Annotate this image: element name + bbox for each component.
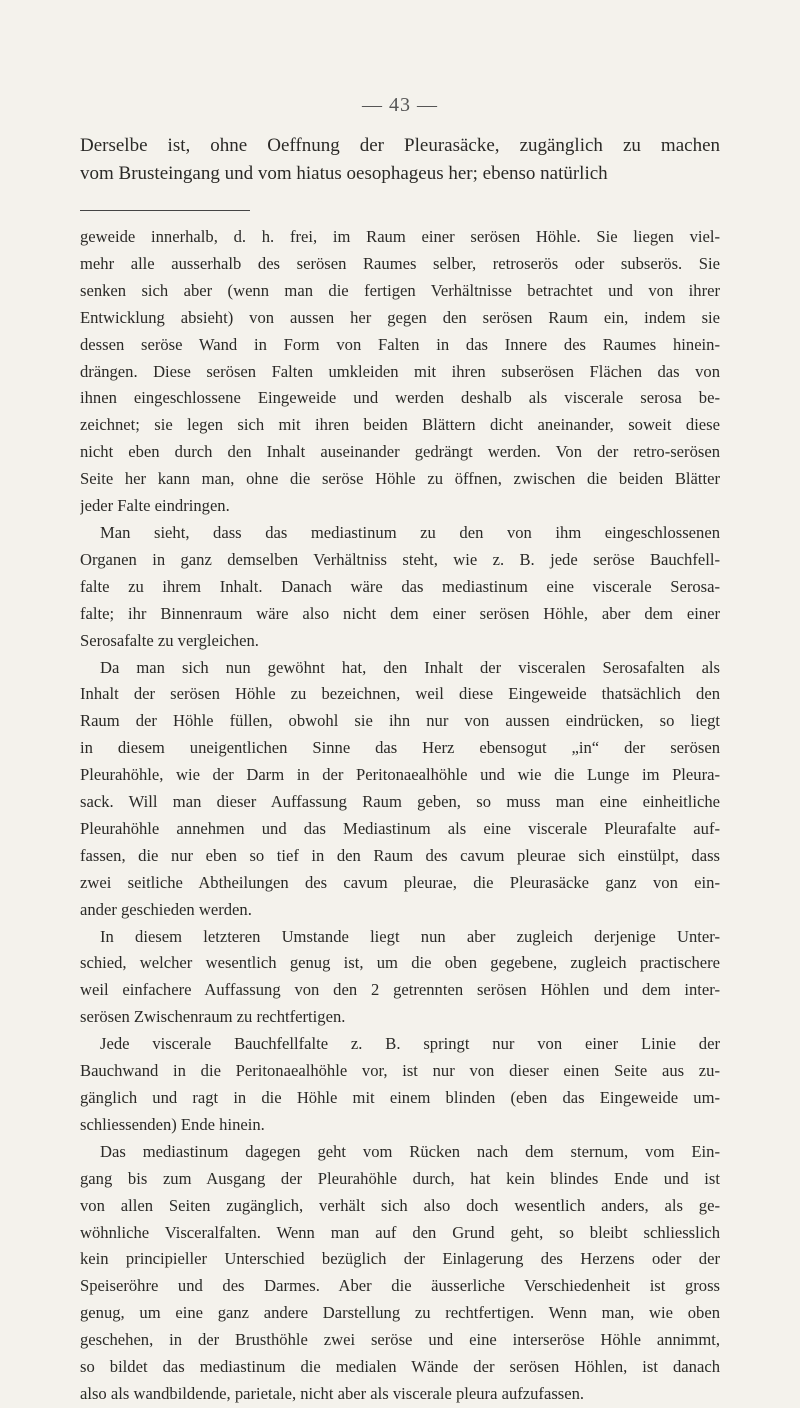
text-line: Inhalt der serösen Höhle zu bezeichnen, weil diese Eingeweide thatsächlich den bbox=[80, 684, 720, 704]
text-line: Organen in ganz demselben Verhältniss steht, wie z. B. jede seröse Bauchfell- bbox=[80, 549, 720, 569]
text-line: drängen. Diese serösen Falten umkleiden mit ihren subserösen Flächen das von bbox=[80, 361, 720, 381]
text-line: Raum der Höhle füllen, obwohl sie ihn nur von aussen eindrücken, so liegt bbox=[80, 711, 720, 731]
text-line: ander geschieden werden. bbox=[80, 899, 252, 919]
text-line: also als wandbildende, parietale, nicht aber als viscerale pleura aufzufassen. bbox=[80, 1383, 585, 1403]
text-line: falte; ihr Binnenraum wäre also nicht dem einer serösen Höhle, aber dem einer bbox=[80, 603, 720, 623]
text-line: Pleurahöhle, wie der Darm in der Peritonaealhöhle und wie die Lunge im Pleura- bbox=[80, 765, 720, 785]
page-number: — 43 — bbox=[362, 94, 438, 116]
text-line: serösen Zwischenraum zu rechtfertigen. bbox=[80, 1007, 346, 1027]
text-line: jeder Falte eindringen. bbox=[80, 496, 230, 516]
text-line: schliessenden) Ende hinein. bbox=[80, 1114, 265, 1134]
text-line: von allen Seiten zugänglich, verhält sich also doch wesentlich anders, als ge- bbox=[80, 1195, 720, 1215]
text-line: Seite her kann man, ohne die seröse Höhle zu öffnen, zwischen die beiden Blätter bbox=[80, 469, 720, 489]
text-line: zwei seitliche Abtheilungen des cavum pleurae, die Pleurasäcke ganz von ein- bbox=[80, 872, 720, 892]
text-line: Serosafalte zu vergleichen. bbox=[80, 630, 259, 650]
text-line: Derselbe ist, ohne Oeffnung der Pleurasäcke, zugänglich zu machen bbox=[80, 135, 720, 156]
footnote-separator bbox=[80, 210, 250, 211]
text-line: geschehen, in der Brusthöhle zwei seröse und eine interseröse Höhle annimmt, bbox=[80, 1330, 720, 1350]
text-line: schied, welcher wesentlich genug ist, um die oben gegebene, zugleich practischere bbox=[80, 953, 720, 973]
text-line: fassen, die nur eben so tief in den Raum des cavum pleurae sich einstülpt, dass bbox=[80, 845, 720, 865]
text-line: geweide innerhalb, d. h. frei, im Raum einer serösen Höhle. Sie liegen viel- bbox=[80, 227, 720, 246]
text-line: mehr alle ausserhalb des serösen Raumes selber, retroserös oder subserös. Sie bbox=[80, 253, 720, 273]
text-line: ihnen eingeschlossene Eingeweide und werden deshalb als viscerale serosa be- bbox=[80, 388, 720, 408]
text-line: weil einfachere Auffassung von den 2 getrennten serösen Höhlen und dem inter- bbox=[80, 980, 720, 1000]
footnote-text bbox=[80, 224, 720, 1408]
text-line: Das mediastinum dagegen geht vom Rücken nach dem sternum, vom Ein- bbox=[100, 1141, 720, 1161]
text-line: Man sieht, dass das mediastinum zu den von ihm eingeschlossenen bbox=[100, 522, 720, 542]
text-line: Entwicklung absieht) von aussen her gegen den serösen Raum ein, indem sie bbox=[80, 307, 720, 327]
text-line: Speiseröhre und des Darmes. Aber die äusserliche Verschiedenheit ist gross bbox=[80, 1276, 720, 1296]
text-line: Jede viscerale Bauchfellfalte z. B. springt nur von einer Linie der bbox=[100, 1034, 720, 1054]
text-line: in diesem uneigentlichen Sinne das Herz ebensogut „in“ der serösen bbox=[80, 738, 720, 758]
text-line: Pleurahöhle annehmen und das Mediastinum als eine viscerale Pleurafalte auf- bbox=[80, 818, 720, 838]
text-line: zeichnet; sie legen sich mit ihren beiden Blättern dicht aneinander, soweit diese bbox=[80, 415, 720, 435]
text-line: kein principieller Unterschied bezüglich der Einlagerung des Herzens oder der bbox=[80, 1249, 720, 1269]
text-line: Bauchwand in die Peritonaealhöhle vor, ist nur von dieser einen Seite aus zu- bbox=[80, 1061, 720, 1081]
main-text-continuation bbox=[80, 132, 720, 188]
text-line: dessen seröse Wand in Form von Falten in das Innere des Raumes hinein- bbox=[80, 334, 720, 354]
text-line: nicht eben durch den Inhalt auseinander gedrängt werden. Von der retro-serösen bbox=[80, 442, 720, 462]
text-line: vom Brusteingang und vom hiatus oesophageus her; ebenso natürlich bbox=[80, 163, 608, 184]
text-line: In diesem letzteren Umstande liegt nun aber zugleich derjenige Unter- bbox=[100, 926, 720, 946]
text-line: wöhnliche Visceralfalten. Wenn man auf den Grund geht, so bleibt schliesslich bbox=[80, 1222, 720, 1242]
text-line: so bildet das mediastinum die medialen Wände der serösen Höhlen, ist danach bbox=[80, 1357, 720, 1377]
text-line: genug, um eine ganz andere Darstellung zu rechtfertigen. Wenn man, wie oben bbox=[80, 1303, 720, 1323]
text-line: gang bis zum Ausgang der Pleurahöhle durch, hat kein blindes Ende und ist bbox=[80, 1168, 720, 1188]
text-line: Da man sich nun gewöhnt hat, den Inhalt der visceralen Serosafalten als bbox=[100, 657, 720, 677]
text-line: gänglich und ragt in die Höhle mit einem blinden (eben das Eingeweide um- bbox=[80, 1088, 720, 1107]
text-line: falte zu ihrem Inhalt. Danach wäre das mediastinum eine viscerale Serosa- bbox=[80, 576, 720, 596]
text-line: sack. Will man dieser Auffassung Raum geben, so muss man eine einheitliche bbox=[80, 792, 720, 812]
text-line: senken sich aber (wenn man die fertigen Verhältnisse betrachtet und von ihrer bbox=[80, 280, 720, 300]
